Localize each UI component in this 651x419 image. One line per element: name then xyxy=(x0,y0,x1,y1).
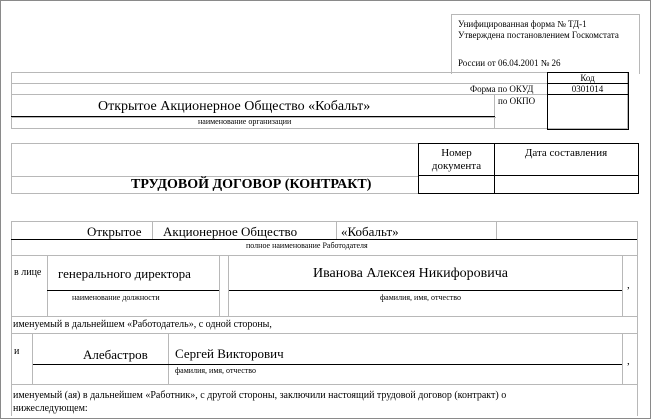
employer-caption: полное наименование Работодателя xyxy=(246,241,368,250)
employer-word-1: Открытое xyxy=(87,224,142,239)
kod-header: Код xyxy=(580,73,595,83)
worker-comma: , xyxy=(627,355,630,367)
organization-name: Открытое Акционерное Общество «Кобальт» xyxy=(98,99,371,114)
document-number-header: Номер документа xyxy=(431,147,482,172)
representative-comma: , xyxy=(627,279,630,291)
closing-text-line-1: именуемый (ая) в дальнейшем «Работник», с другой стороны, заключили настоящий трудовой договор (контракт) о xyxy=(13,390,507,401)
representative-position: генерального директора xyxy=(58,266,191,281)
okud-code: 0301014 xyxy=(571,84,604,94)
closing-text-line-2: нижеследующем: xyxy=(13,403,88,414)
form-decree-line: России от 06.04.2001 № 26 xyxy=(458,58,561,68)
representative-prefix: в лице xyxy=(14,267,42,278)
representative-name-caption: фамилия, имя, отчество xyxy=(380,293,461,302)
form-approval-line: Утверждена постановлением Госкомстата xyxy=(458,30,619,40)
employer-designation-line: именуемый в дальнейшем «Работодатель», с одной стороны, xyxy=(13,319,272,330)
form-number-line: Унифицированная форма № ТД-1 xyxy=(458,19,587,29)
representative-full-name: Иванова Алексея Никифоровича xyxy=(313,266,509,281)
worker-name-caption: фамилия, имя, отчество xyxy=(175,366,256,375)
position-caption: наименование должности xyxy=(72,293,160,302)
document-title: ТРУДОВОЙ ДОГОВОР (КОНТРАКТ) xyxy=(131,177,372,192)
worker-surname: Алебастров xyxy=(83,347,148,362)
employer-word-2: Акционерное Общество xyxy=(163,224,298,239)
document-date-header: Дата составления xyxy=(524,147,608,159)
employer-word-3: «Кобальт» xyxy=(341,224,399,239)
worker-given-names: Сергей Викторович xyxy=(175,346,284,361)
okpo-label: по ОКПО xyxy=(498,96,536,106)
okud-label: Форма по ОКУД xyxy=(470,84,534,94)
worker-prefix: и xyxy=(14,346,20,357)
organization-caption: наименование организации xyxy=(198,117,292,126)
